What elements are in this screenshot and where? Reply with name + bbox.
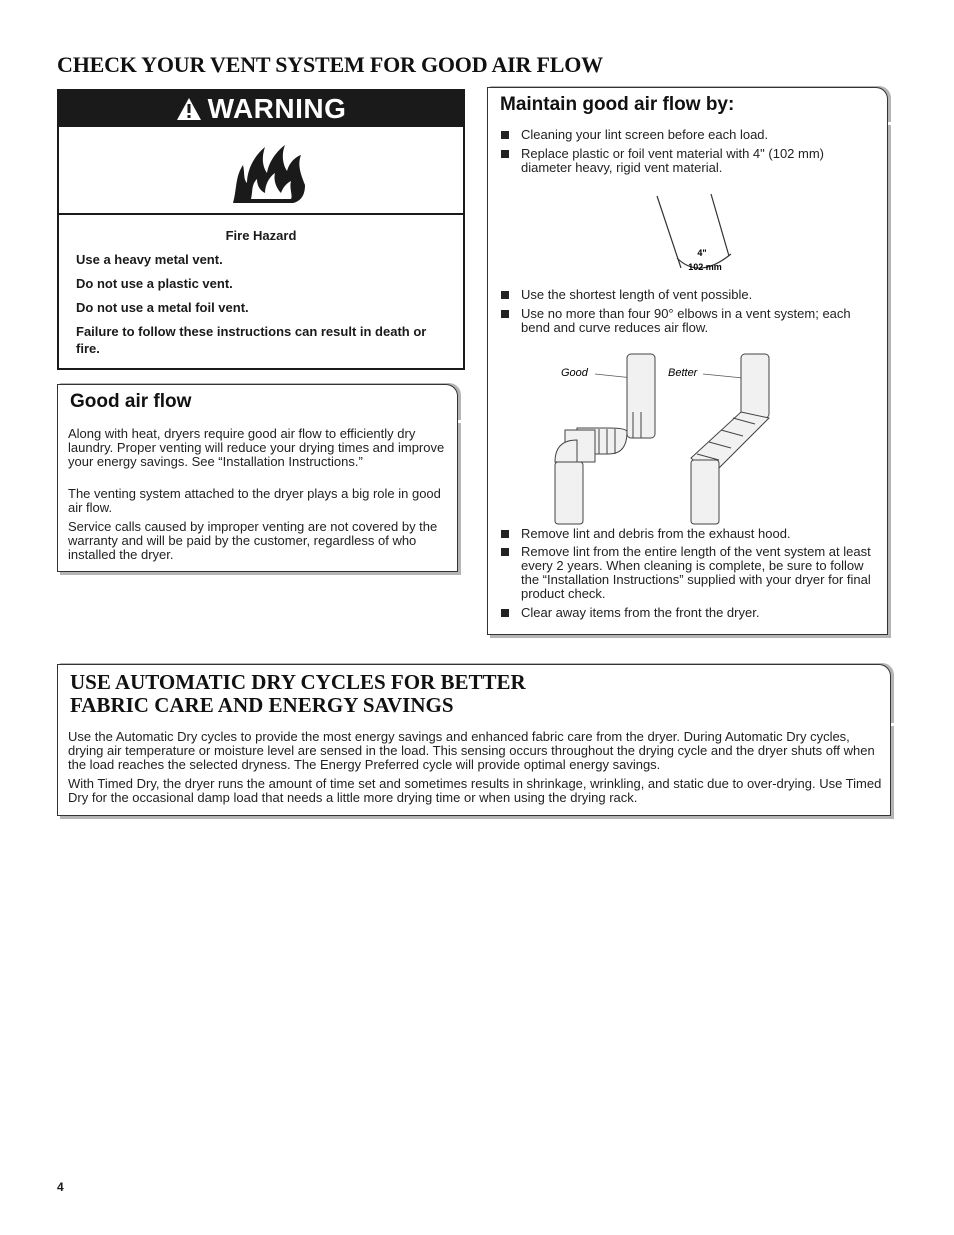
good-vent-shape xyxy=(555,354,655,524)
bullet-icon xyxy=(501,310,509,318)
flame-area xyxy=(59,127,463,215)
warning-line: Do not use a metal foil vent. xyxy=(76,300,249,315)
vent-diameter-diagram xyxy=(647,192,737,282)
hazard-title: Fire Hazard xyxy=(225,228,297,243)
maintain-title: Maintain good air flow by: xyxy=(500,94,735,115)
warning-title: WARNING xyxy=(207,93,347,124)
paragraph: With Timed Dry, the dryer runs the amount of time set and sometimes results in shrinkage, wrinkling, and static due to over-drying. Use Timed Dry for the occasional damp load that needs a little more drying time or when using the drying rack. xyxy=(68,776,882,805)
paragraph: Use the Automatic Dry cycles to provide the most energy savings and enhanced fabric care from the dryer. During Automatic Dry cycles, drying air temperature or moisture level are sensed in the load. This sensing occurs throughout the drying cycle and the dryer shuts off when the load reaches the selected dryness. The Energy Preferred cycle will provide optimal energy savings. xyxy=(68,729,875,772)
page-number: 4 xyxy=(57,1180,64,1194)
fire-hazard-icon xyxy=(231,137,307,205)
vent-label-mm: 102 mm xyxy=(688,262,722,272)
good-air-flow-title: Good air flow xyxy=(70,391,192,412)
warning-line: Use a heavy metal vent. xyxy=(76,252,223,267)
paragraph: Along with heat, dryers require good air flow to efficiently dry laundry. Proper venting will reduce your drying times and improve your energy savings. See “Installation Instructions.” xyxy=(68,426,445,469)
better-vent-shape xyxy=(691,354,769,524)
bullet-icon xyxy=(501,291,509,299)
bullet-icon xyxy=(501,609,509,617)
vent-label-inches: 4" xyxy=(697,248,707,258)
bullet-icon xyxy=(501,548,509,556)
warning-triangle-icon xyxy=(176,97,202,121)
warning-box xyxy=(57,89,465,370)
good-label: Good xyxy=(561,367,588,379)
better-label: Better xyxy=(668,367,698,379)
page-title: CHECK YOUR VENT SYSTEM FOR GOOD AIR FLOW xyxy=(57,52,603,77)
warning-line: Do not use a plastic vent. xyxy=(76,276,233,291)
warning-line: Failure to follow these instructions can result in death or fire. xyxy=(76,324,427,356)
auto-dry-title-line1: USE AUTOMATIC DRY CYCLES FOR BETTER xyxy=(70,670,526,694)
paragraph: Service calls caused by improper venting are not covered by the warranty and will be paid by the customer, regardless of who installed the dryer. xyxy=(68,519,438,562)
bullet-icon xyxy=(501,131,509,139)
bullet-icon xyxy=(501,530,509,538)
warning-header xyxy=(59,91,463,127)
auto-dry-title-line2: FABRIC CARE AND ENERGY SAVINGS xyxy=(70,693,454,717)
paragraph: The venting system attached to the dryer plays a big role in good air flow. xyxy=(68,486,441,515)
bullet-icon xyxy=(501,150,509,158)
vent-elbow-diagram xyxy=(547,352,787,527)
